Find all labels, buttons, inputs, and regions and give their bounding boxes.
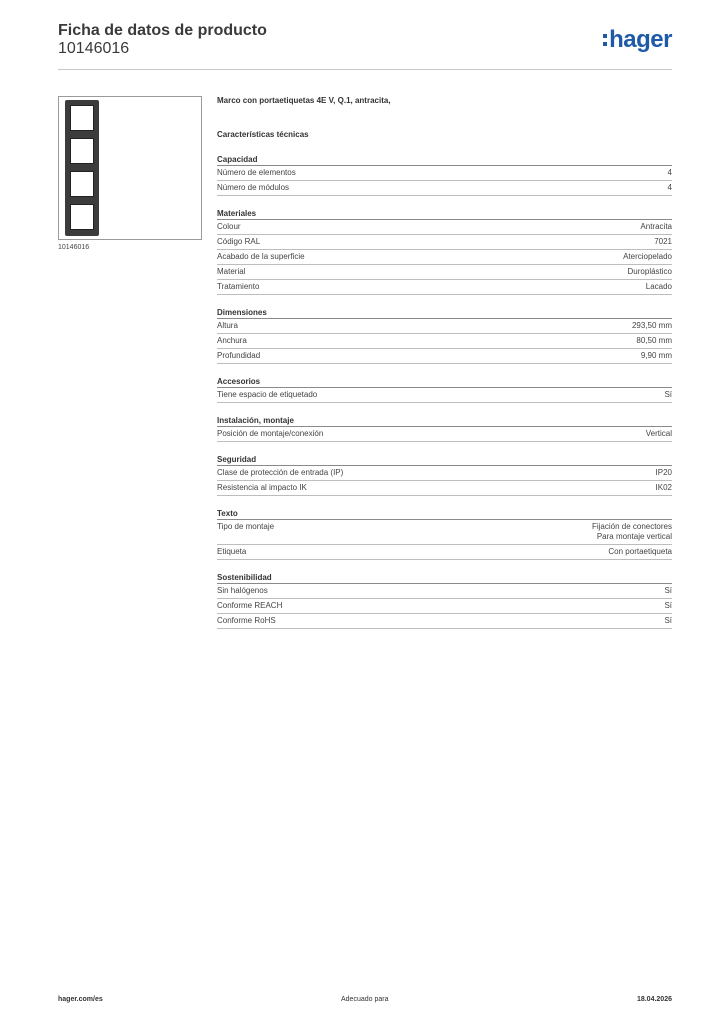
spec-value-line: Vertical xyxy=(645,429,672,438)
spec-row xyxy=(217,250,672,265)
spec-row xyxy=(217,280,672,295)
spec-value xyxy=(628,267,672,277)
spec-group xyxy=(217,208,672,295)
spec-value xyxy=(664,586,672,596)
spec-label: Número de elementos xyxy=(217,168,296,177)
hager-logo xyxy=(603,26,672,54)
frame-cell xyxy=(70,138,94,164)
spec-value xyxy=(640,222,672,232)
spec-row xyxy=(217,481,672,496)
frame-cell xyxy=(70,204,94,230)
spec-group-title: Accesorios xyxy=(217,376,672,388)
spec-value xyxy=(632,321,672,331)
spec-groups xyxy=(217,154,672,629)
spec-value-line: Duroplástico xyxy=(627,267,672,276)
spec-group xyxy=(217,572,672,629)
spec-value xyxy=(646,282,672,292)
spec-group xyxy=(217,154,672,196)
spec-label: Código RAL xyxy=(217,237,261,246)
image-caption: 10146016 xyxy=(58,244,90,251)
spec-label: Profundidad xyxy=(217,351,261,360)
technical-section-title: Características técnicas xyxy=(217,130,309,139)
spec-label: Material xyxy=(217,267,246,276)
logo-text: hager xyxy=(609,26,672,53)
spec-value-line: 4 xyxy=(667,183,672,192)
footer-center-text: Adecuado para xyxy=(341,996,389,1003)
spec-value-line: Sí xyxy=(664,390,672,399)
spec-row xyxy=(217,427,672,442)
spec-label: Conforme RoHS xyxy=(217,616,276,625)
spec-value-line: Con portaetiqueta xyxy=(608,547,672,556)
spec-group-title: Seguridad xyxy=(217,454,672,466)
spec-value xyxy=(646,429,672,439)
spec-group xyxy=(217,415,672,442)
spec-group-title: Capacidad xyxy=(217,154,672,166)
spec-value xyxy=(664,616,672,626)
spec-value xyxy=(664,601,672,611)
footer-website: hager.com/es xyxy=(58,996,103,1003)
spec-value xyxy=(636,336,672,346)
spec-label: Posición de montaje/conexión xyxy=(217,429,324,438)
spec-value-line: IP20 xyxy=(655,468,672,477)
spec-value-line: Sí xyxy=(664,616,672,625)
spec-label: Etiqueta xyxy=(217,547,247,556)
spec-value-line: 9,90 mm xyxy=(640,351,672,360)
logo-colon-icon xyxy=(603,34,607,46)
spec-row xyxy=(217,319,672,334)
spec-group-title: Dimensiones xyxy=(217,307,672,319)
spec-value xyxy=(623,252,672,262)
spec-row xyxy=(217,599,672,614)
spec-content xyxy=(217,96,672,629)
spec-row xyxy=(217,545,672,560)
spec-row xyxy=(217,334,672,349)
spec-group xyxy=(217,454,672,496)
spec-row xyxy=(217,220,672,235)
spec-value xyxy=(656,483,672,493)
spec-value-line: IK02 xyxy=(655,483,672,492)
spec-row xyxy=(217,166,672,181)
spec-row xyxy=(217,584,672,599)
spec-value-line: Sí xyxy=(664,586,672,595)
spec-value xyxy=(664,390,672,400)
frame-cell xyxy=(70,105,94,131)
frame-icon xyxy=(65,100,99,236)
spec-label: Conforme REACH xyxy=(217,601,283,610)
spec-label: Tratamiento xyxy=(217,282,260,291)
spec-value xyxy=(656,468,672,478)
spec-group xyxy=(217,508,672,560)
spec-value-line: 293,50 mm xyxy=(631,321,672,330)
spec-label: Acabado de la superficie xyxy=(217,252,305,261)
spec-value xyxy=(592,522,672,542)
spec-value xyxy=(608,547,672,557)
spec-row xyxy=(217,388,672,403)
spec-label: Tiene espacio de etiquetado xyxy=(217,390,318,399)
spec-label: Altura xyxy=(217,321,238,330)
spec-row xyxy=(217,181,672,196)
document-title: Ficha de datos de producto xyxy=(58,22,267,39)
spec-row xyxy=(217,614,672,629)
spec-label: Sin halógenos xyxy=(217,586,268,595)
spec-group-title: Texto xyxy=(217,508,672,520)
spec-value-line: Para montaje vertical xyxy=(596,532,672,541)
spec-group xyxy=(217,307,672,364)
spec-value xyxy=(654,237,672,247)
spec-value xyxy=(641,351,672,361)
spec-value-line: Antracita xyxy=(640,222,672,231)
spec-value-line: Aterciopelado xyxy=(623,252,672,261)
spec-value-line: Sí xyxy=(664,601,672,610)
spec-row xyxy=(217,520,672,545)
product-name: Marco con portaetiquetas 4E V, Q.1, antracita, xyxy=(217,96,391,105)
spec-row xyxy=(217,349,672,364)
spec-group xyxy=(217,376,672,403)
spec-row xyxy=(217,466,672,481)
spec-value xyxy=(668,168,672,178)
spec-value-line: 80,50 mm xyxy=(636,336,672,345)
product-number: 10146016 xyxy=(58,40,130,57)
footer-date: 18.04.2026 xyxy=(636,996,672,1003)
spec-label: Número de módulos xyxy=(217,183,290,192)
spec-value-line: Lacado xyxy=(645,282,672,291)
spec-value-line: Fijación de conectores xyxy=(591,522,672,531)
spec-label: Resistencia al impacto IK xyxy=(217,483,307,492)
frame-cell xyxy=(70,171,94,197)
spec-group-title: Instalación, montaje xyxy=(217,415,672,427)
spec-value-line: 7021 xyxy=(654,237,672,246)
spec-row xyxy=(217,235,672,250)
page-header xyxy=(58,20,672,70)
spec-label: Anchura xyxy=(217,336,247,345)
spec-row xyxy=(217,265,672,280)
product-image xyxy=(58,96,202,240)
spec-label: Tipo de montaje xyxy=(217,522,275,531)
spec-value xyxy=(668,183,672,193)
spec-value-line: 4 xyxy=(667,168,672,177)
spec-group-title: Sostenibilidad xyxy=(217,572,672,584)
spec-label: Colour xyxy=(217,222,241,231)
spec-label: Clase de protección de entrada (IP) xyxy=(217,468,344,477)
spec-group-title: Materiales xyxy=(217,208,672,220)
